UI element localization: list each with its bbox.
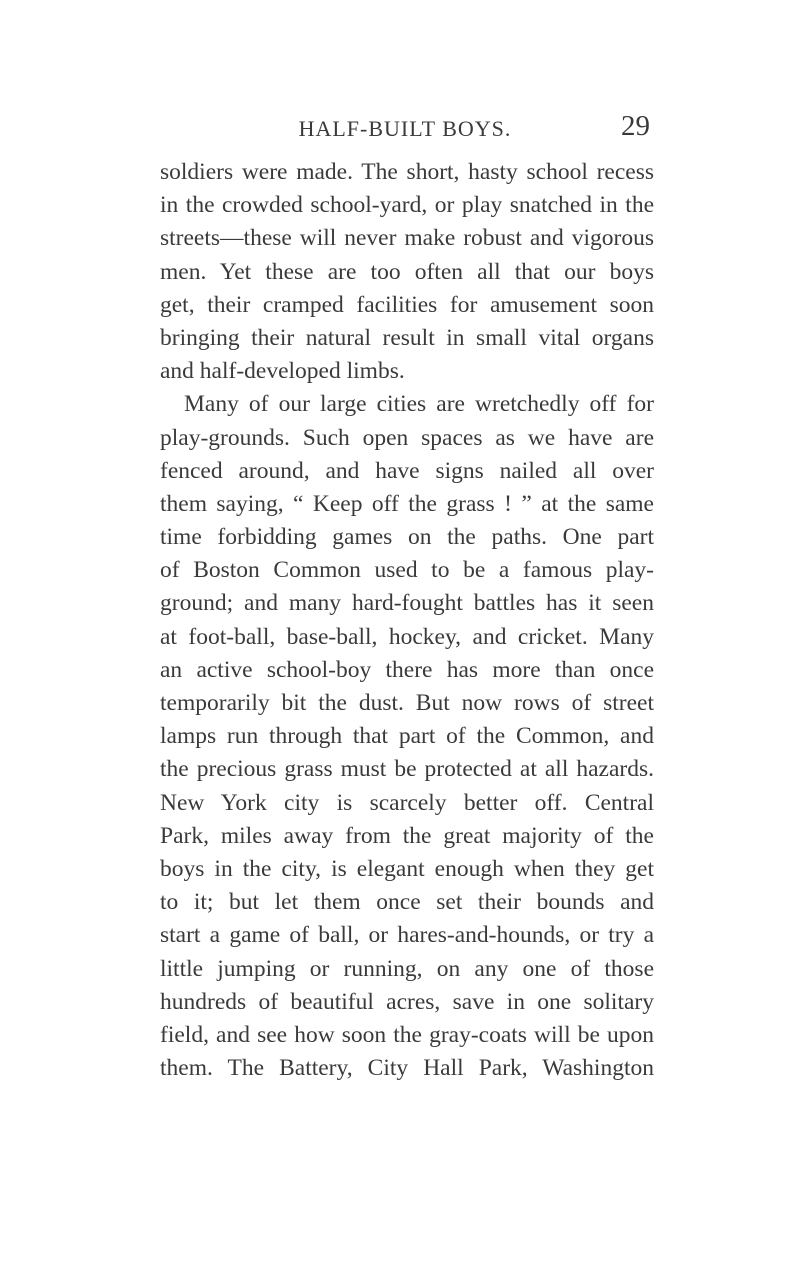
text-line: fenced around, and have signs nailed all over: [160, 457, 654, 484]
text-line: streets—these will never make robust and vigorous: [160, 225, 654, 252]
running-title: HALF-BUILT BOYS.: [298, 116, 512, 141]
text-line: soldiers were made. The short, hasty school recess: [160, 159, 654, 185]
text-line: at foot-ball, base-ball, hockey, and cricket. Many: [160, 623, 654, 650]
text-line: an active school-boy there has more than once: [160, 656, 654, 683]
text-line: them. The Battery, City Hall Park, Washington: [160, 1055, 654, 1082]
text-line: in the crowded school-yard, or play snatched in the: [160, 192, 654, 219]
text-line: play-grounds. Such open spaces as we have are: [160, 424, 654, 451]
text-line: Park, miles away from the great majority of the: [160, 822, 654, 849]
text-line: of Boston Common used to be a famous play-: [160, 557, 654, 584]
text-line: temporarily bit the dust. But now rows of street: [160, 690, 654, 716]
running-head: [160, 110, 650, 144]
text-line: boys in the city, is elegant enough when they get: [160, 855, 654, 882]
text-line: start a game of ball, or hares-and-hounds, or try a: [160, 922, 654, 949]
text-line: little jumping or running, on any one of those: [160, 955, 654, 982]
text-line: New York city is scarcely better off. Central: [160, 789, 654, 816]
text-line: to it; but let them once set their bounds and: [160, 889, 654, 916]
body-text: [160, 156, 654, 1085]
text-line: hundreds of beautiful acres, save in one solitary: [160, 988, 654, 1015]
text-line: get, their cramped facilities for amusement soon: [160, 291, 654, 318]
text-line: bringing their natural result in small vital organs: [160, 324, 654, 351]
paragraph-start-line: Many of our large cities are wretchedly off for: [184, 391, 654, 418]
page-number: 29: [621, 110, 650, 142]
text-line: time forbidding games on the paths. One part: [160, 524, 654, 551]
text-line: field, and see how soon the gray-coats will be upon: [160, 1021, 654, 1048]
text-line: lamps run through that part of the Common, and: [160, 723, 654, 750]
text-line: ground; and many hard-fought battles has it seen: [160, 590, 654, 617]
text-line: them saying, “ Keep off the grass ! ” at the same: [160, 490, 654, 517]
text-line: the precious grass must be protected at all hazards.: [160, 756, 654, 783]
text-line: men. Yet these are too often all that our boys: [160, 258, 654, 285]
text-line: and half-developed limbs.: [160, 358, 405, 385]
